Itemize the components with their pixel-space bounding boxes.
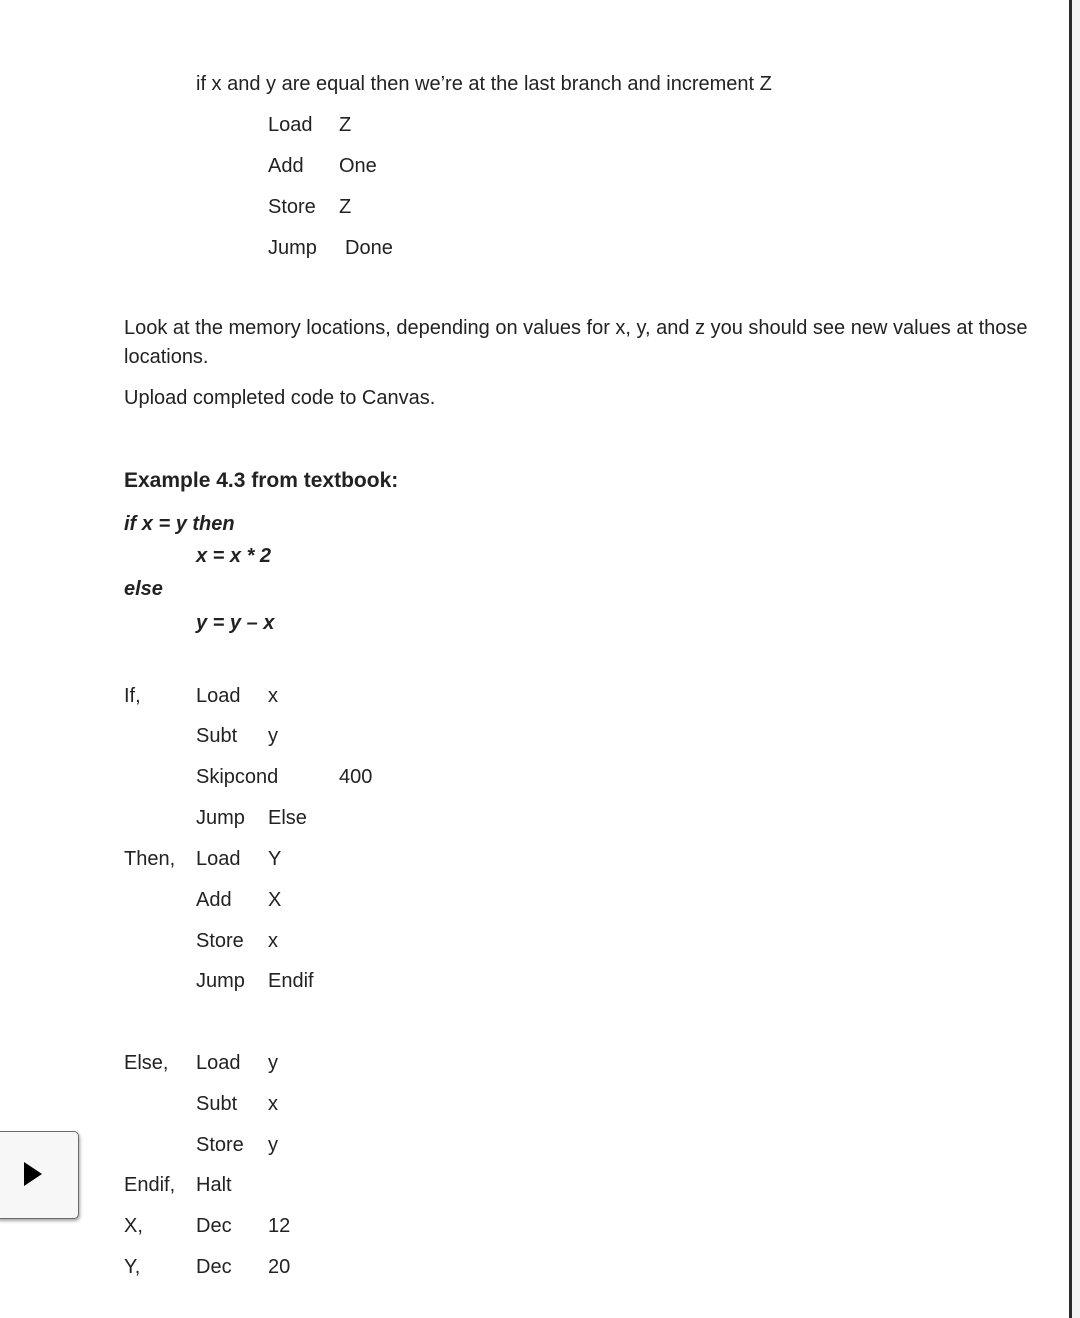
- code-op: Add: [196, 889, 232, 911]
- code-label: Else,: [124, 1052, 169, 1074]
- code-arg: X: [268, 889, 282, 911]
- code-op: Store: [196, 930, 244, 952]
- pseudo-else-statement: y = y – x: [196, 612, 275, 634]
- pseudo-then-statement: x = x * 2: [196, 545, 272, 567]
- code-label: X,: [124, 1215, 143, 1237]
- code-op: Store: [196, 1134, 244, 1156]
- code-arg: y: [268, 725, 278, 747]
- code-label: If,: [124, 685, 141, 707]
- upload-instruction: Upload completed code to Canvas.: [124, 387, 436, 409]
- code-arg: Z: [339, 196, 352, 218]
- code-arg: y: [268, 1134, 278, 1156]
- code-op: Load: [268, 114, 313, 136]
- code-op: Halt: [196, 1174, 232, 1196]
- pseudo-if-line: if x = y then: [124, 513, 235, 535]
- code-arg: 12: [268, 1215, 291, 1237]
- code-arg: Endif: [268, 970, 314, 992]
- intro-line: if x and y are equal then we’re at the last branch and increment Z: [196, 73, 772, 95]
- code-op: Store: [268, 196, 316, 218]
- code-label: Then,: [124, 848, 176, 870]
- code-arg: x: [268, 930, 278, 952]
- code-label: Endif,: [124, 1174, 176, 1196]
- code-op: Dec: [196, 1256, 232, 1278]
- play-icon: [24, 1162, 44, 1186]
- code-op: Load: [196, 1052, 241, 1074]
- code-op: Jump: [196, 970, 245, 992]
- code-op: Jump: [268, 237, 317, 259]
- code-arg: x: [268, 1093, 278, 1115]
- code-op: Jump: [196, 807, 245, 829]
- code-op: Dec: [196, 1215, 232, 1237]
- pseudo-else-line: else: [124, 578, 163, 600]
- code-arg: Done: [345, 237, 393, 259]
- code-op: Add: [268, 155, 304, 177]
- page-gutter: [1072, 0, 1080, 1318]
- play-button[interactable]: [0, 1131, 79, 1219]
- code-arg: Y: [268, 848, 282, 870]
- memory-locations-paragraph: Look at the memory locations, depending on values for x, y, and z you should see new values at those locations.: [124, 317, 1028, 368]
- code-op: Load: [196, 685, 241, 707]
- code-arg: Else: [268, 807, 307, 829]
- code-arg: 400: [339, 766, 373, 788]
- code-label: Y,: [124, 1256, 141, 1278]
- code-arg: y: [268, 1052, 278, 1074]
- example-heading: Example 4.3 from textbook:: [124, 469, 399, 492]
- code-op: Load: [196, 848, 241, 870]
- code-op: Subt: [196, 725, 238, 747]
- code-arg: 20: [268, 1256, 291, 1278]
- code-op: Subt: [196, 1093, 238, 1115]
- code-arg: One: [339, 155, 377, 177]
- code-arg: Z: [339, 114, 352, 136]
- code-op: Skipcond: [196, 766, 279, 788]
- code-arg: x: [268, 685, 278, 707]
